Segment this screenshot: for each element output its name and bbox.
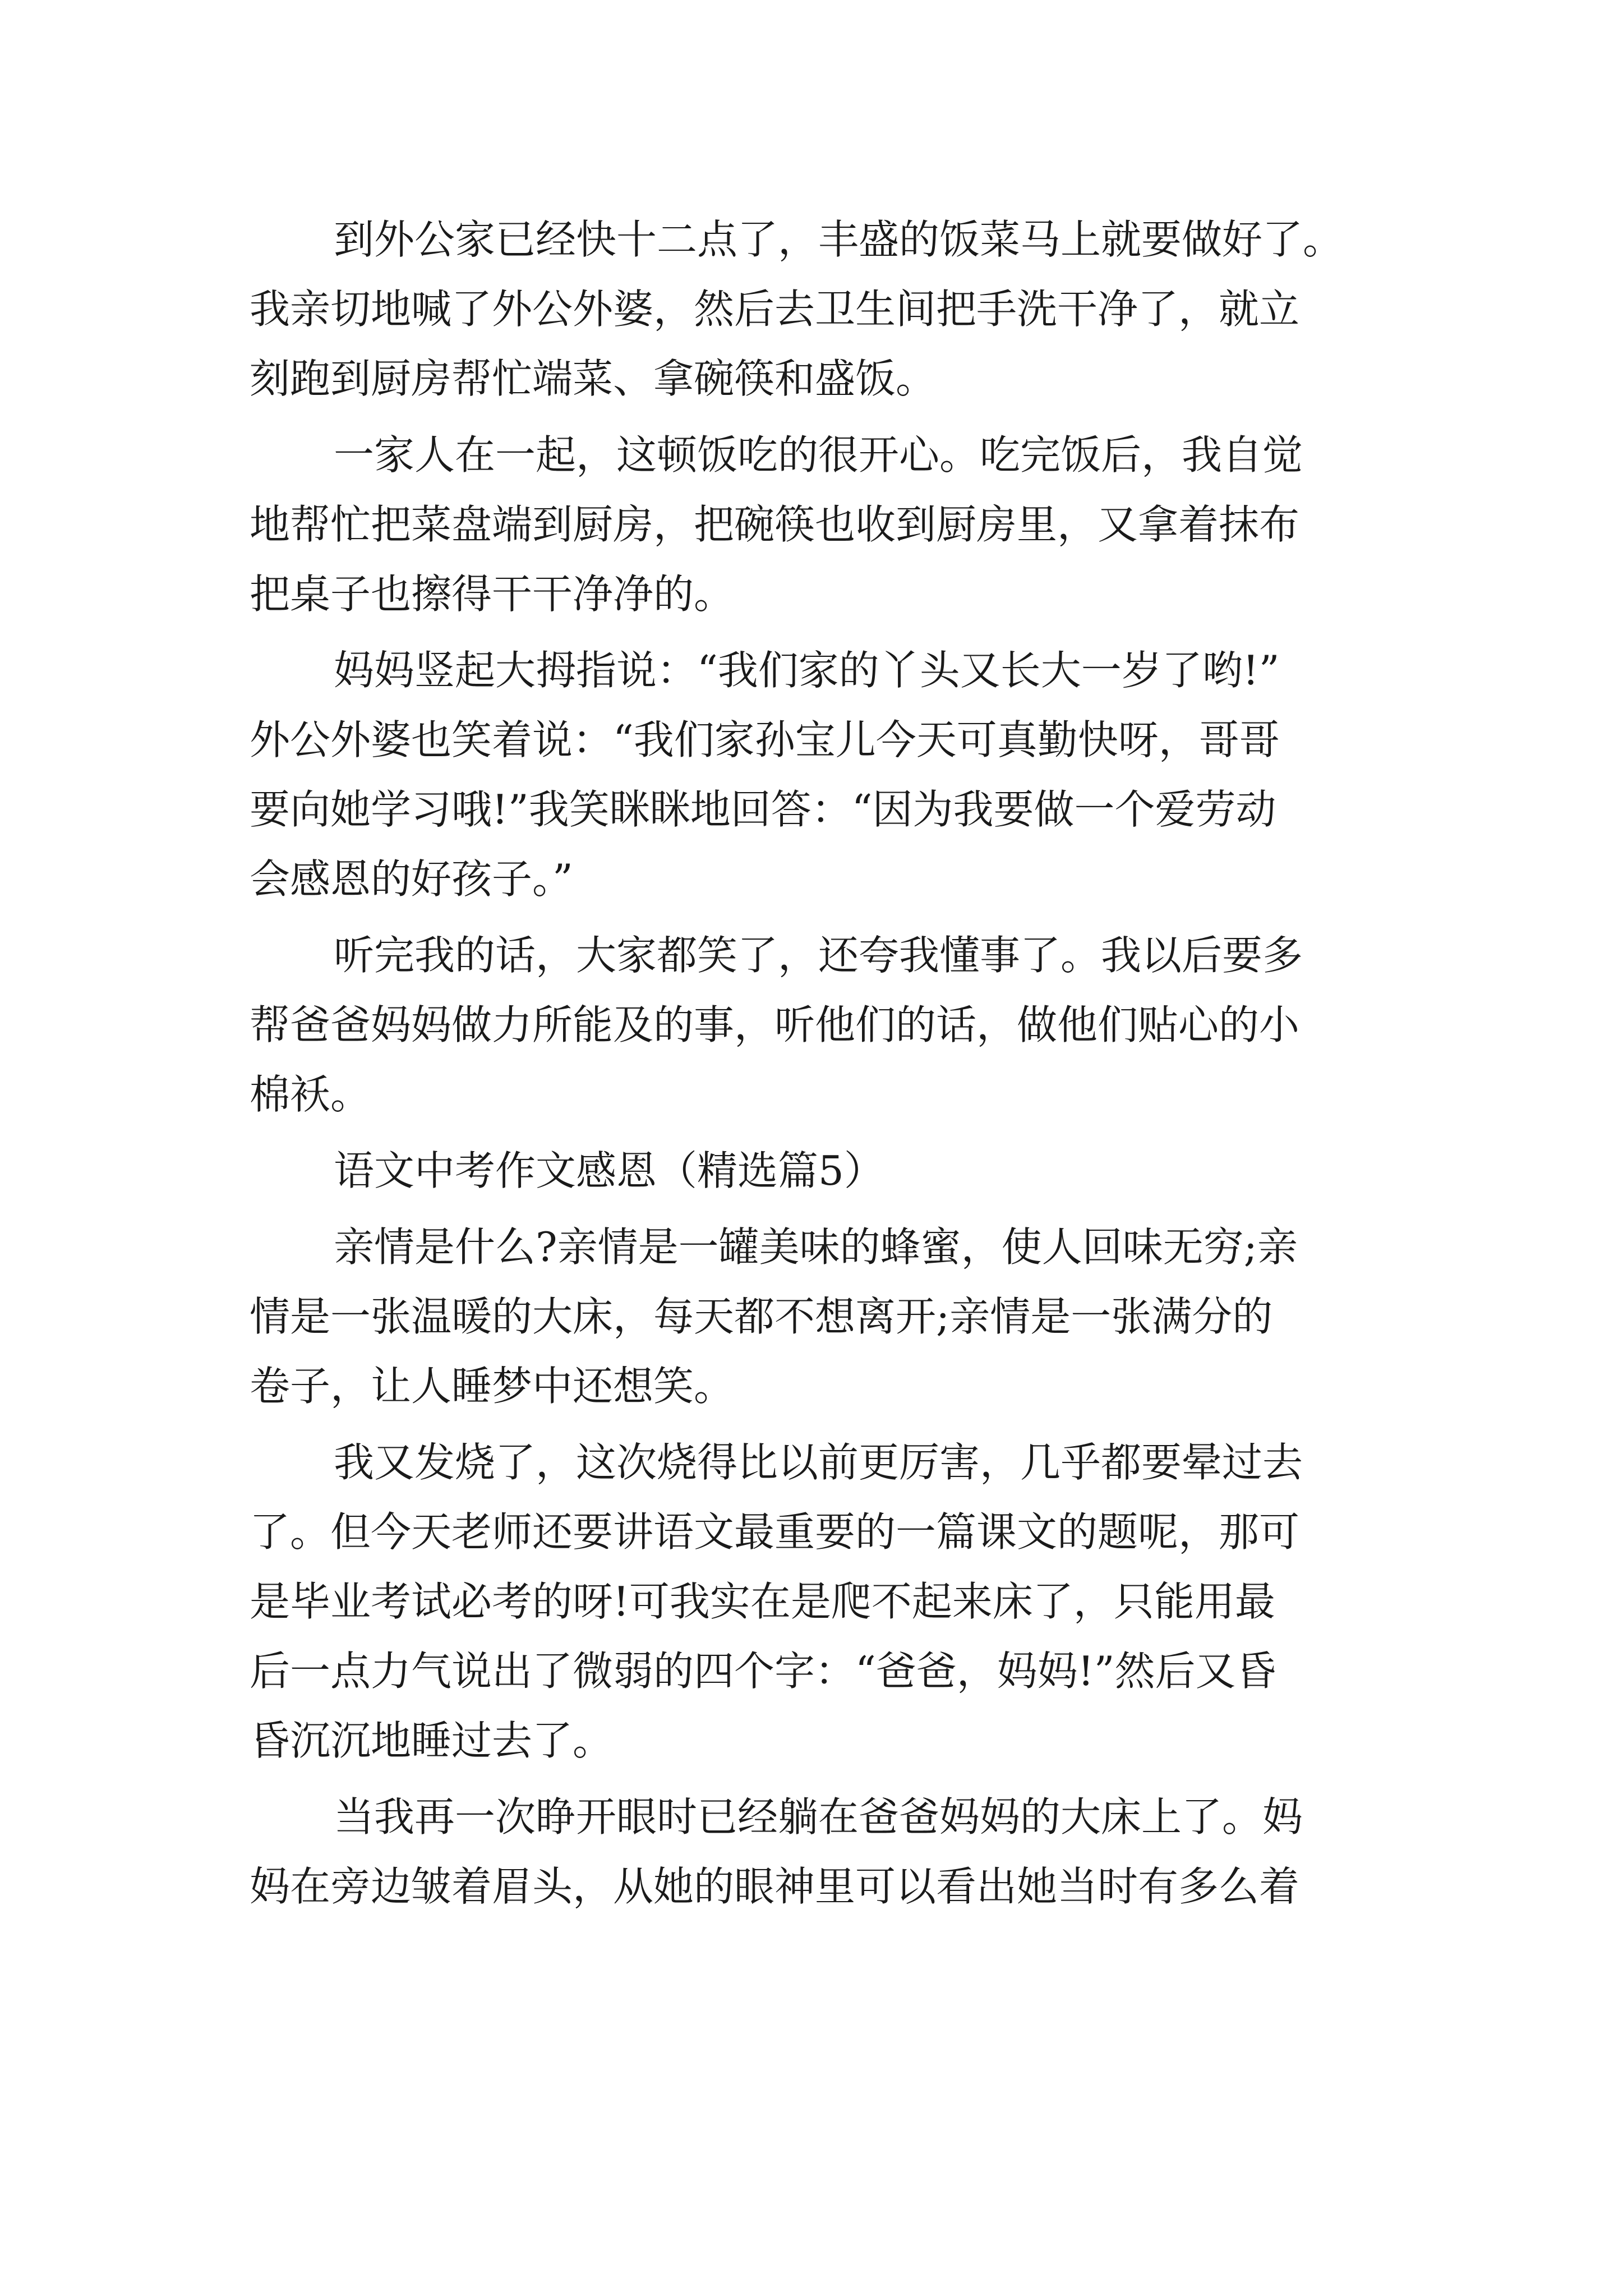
paragraph-3 <box>250 636 1399 914</box>
paragraph-7 <box>250 1428 1399 1775</box>
text-line: 棉袄。 <box>250 1071 371 1118</box>
paragraph-4 <box>250 921 1399 1129</box>
section-title: 语文中考作文感恩（精选篇5） <box>334 1147 884 1194</box>
text-line: 后一点力气说出了微弱的四个字：“爸爸，妈妈!”然后又昏 <box>250 1648 1276 1695</box>
text-line: 了。但今天老师还要讲语文最重要的一篇课文的题呢，那可 <box>250 1508 1300 1556</box>
text-line: 要向她学习哦!”我笑眯眯地回答：“因为我要做一个爱劳动 <box>250 786 1276 833</box>
paragraph-8 <box>250 1782 1399 1921</box>
text-line: 昏沉沉地睡过去了。 <box>250 1717 614 1764</box>
text-line: 亲情是什么?亲情是一罐美味的蜂蜜，使人回味无穷;亲 <box>334 1223 1298 1271</box>
text-line: 听完我的话，大家都笑了，还夸我懂事了。我以后要多 <box>334 932 1303 979</box>
text-line: 外公外婆也笑着说：“我们家孙宝儿今天可真勤快呀，哥哥 <box>250 716 1280 763</box>
section-heading <box>250 1136 1399 1205</box>
paragraph-1 <box>250 205 1399 413</box>
text-line: 把桌子也擦得干干净净的。 <box>250 570 735 618</box>
text-line: 地帮忙把菜盘端到厨房，把碗筷也收到厨房里，又拿着抹布 <box>250 501 1300 548</box>
text-line: 当我再一次睁开眼时已经躺在爸爸妈妈的大床上了。妈 <box>334 1793 1303 1841</box>
text-line: 我又发烧了，这次烧得比以前更厉害，几乎都要晕过去 <box>334 1439 1303 1486</box>
text-line: 会感恩的好孩子。” <box>250 855 573 903</box>
text-line: 到外公家已经快十二点了，丰盛的饭菜马上就要做好了。 <box>334 216 1344 263</box>
paragraph-6 <box>250 1212 1399 1421</box>
article-body <box>250 205 1399 1921</box>
text-line: 是毕业考试必考的呀!可我实在是爬不起来床了，只能用最 <box>250 1578 1275 1625</box>
text-line: 帮爸爸妈妈做力所能及的事，听他们的话，做他们贴心的小 <box>250 1001 1300 1048</box>
text-line: 刻跑到厨房帮忙端菜、拿碗筷和盛饭。 <box>250 355 937 402</box>
text-line: 情是一张温暖的大床，每天都不想离开;亲情是一张满分的 <box>250 1293 1273 1340</box>
text-line: 卷子，让人睡梦中还想笑。 <box>250 1363 735 1410</box>
text-line: 我亲切地喊了外公外婆，然后去卫生间把手洗干净了，就立 <box>250 286 1300 333</box>
paragraph-2 <box>250 420 1399 629</box>
text-line: 一家人在一起，这顿饭吃的很开心。吃完饭后，我自觉 <box>334 431 1303 478</box>
text-line: 妈在旁边皱着眉头，从她的眼神里可以看出她当时有多么着 <box>250 1863 1300 1910</box>
text-line: 妈妈竖起大拇指说：“我们家的丫头又长大一岁了哟!” <box>334 647 1280 694</box>
